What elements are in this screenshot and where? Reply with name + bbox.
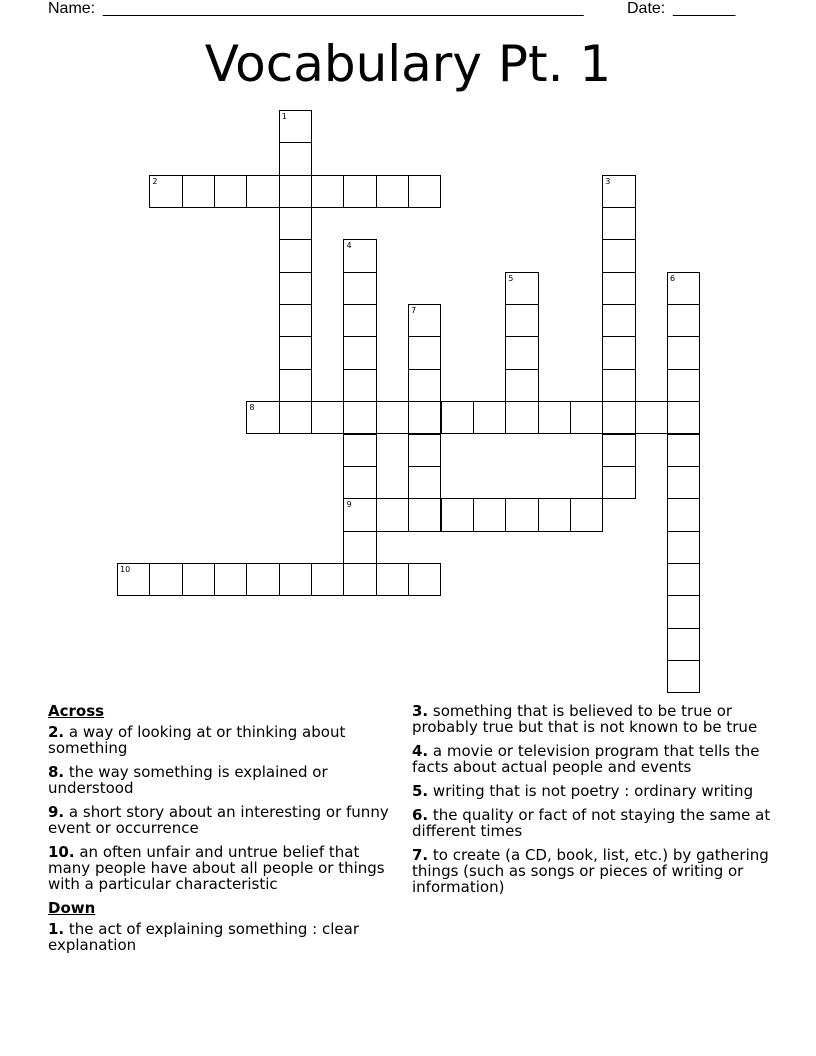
clue-number: 4. — [412, 742, 429, 760]
clue-number: 8. — [48, 763, 65, 781]
across-heading: Across — [48, 702, 105, 720]
grid-cell[interactable] — [246, 401, 279, 434]
name-label: Name: — [48, 0, 96, 17]
grid-cell[interactable] — [214, 563, 247, 596]
grid-cell[interactable] — [602, 434, 635, 467]
grid-cell[interactable] — [602, 272, 635, 305]
grid-cell[interactable] — [343, 336, 376, 369]
grid-cell[interactable] — [505, 401, 538, 434]
grid-cell[interactable] — [149, 563, 182, 596]
grid-cell[interactable] — [343, 498, 376, 531]
grid-cell[interactable] — [182, 175, 215, 208]
clue-text: a short story about an interesting or funny event or occurrence — [48, 803, 389, 837]
grid-cell[interactable] — [279, 142, 312, 175]
grid-cell[interactable] — [149, 175, 182, 208]
grid-cell[interactable] — [667, 304, 700, 337]
grid-cell[interactable] — [505, 498, 538, 531]
grid-cell[interactable] — [667, 272, 700, 305]
grid-cell[interactable] — [343, 272, 376, 305]
clue-number: 10. — [48, 843, 75, 861]
grid-cell[interactable] — [441, 401, 474, 434]
date-label: Date: — [627, 0, 666, 17]
clue-across-9 — [48, 804, 398, 836]
clue-text: a movie or television program that tells the facts about actual people and events — [412, 742, 760, 776]
grid-cell[interactable] — [667, 628, 700, 661]
grid-cell[interactable] — [408, 369, 441, 402]
grid-cell[interactable] — [343, 239, 376, 272]
clue-across-8 — [48, 764, 398, 796]
cell-number: 8 — [249, 403, 255, 413]
grid-cell[interactable] — [408, 304, 441, 337]
grid-cell[interactable] — [311, 401, 344, 434]
grid-cell[interactable] — [538, 401, 571, 434]
grid-cell[interactable] — [505, 272, 538, 305]
grid-cell[interactable] — [570, 401, 603, 434]
grid-cell[interactable] — [214, 175, 247, 208]
down-heading: Down — [48, 899, 96, 917]
grid-cell[interactable] — [473, 498, 506, 531]
grid-cell[interactable] — [279, 304, 312, 337]
grid-cell[interactable] — [408, 498, 441, 531]
grid-cell[interactable] — [505, 336, 538, 369]
grid-cell[interactable] — [408, 434, 441, 467]
grid-cell[interactable] — [311, 563, 344, 596]
grid-cell[interactable] — [441, 498, 474, 531]
grid-cell[interactable] — [376, 563, 409, 596]
grid-cell[interactable] — [279, 336, 312, 369]
grid-cell[interactable] — [602, 336, 635, 369]
grid-cell[interactable] — [408, 336, 441, 369]
cell-number: 2 — [152, 176, 158, 186]
grid-cell[interactable] — [376, 498, 409, 531]
clue-down-3 — [412, 703, 782, 735]
grid-cell[interactable] — [538, 498, 571, 531]
grid-cell[interactable] — [667, 401, 700, 434]
grid-cell[interactable] — [376, 175, 409, 208]
grid-cell[interactable] — [343, 531, 376, 564]
cell-number: 10 — [120, 564, 131, 574]
grid-cell[interactable] — [602, 239, 635, 272]
cell-number: 1 — [281, 112, 287, 121]
cell-number: 5 — [508, 273, 514, 283]
grid-cell[interactable] — [667, 660, 700, 693]
cell-number: 6 — [669, 273, 676, 283]
clue-text: writing that is not poetry : ordinary writing — [432, 782, 754, 800]
grid-cell[interactable] — [667, 336, 700, 369]
grid-cell[interactable] — [408, 401, 441, 434]
grid-cell[interactable] — [602, 175, 635, 208]
grid-cell[interactable] — [279, 239, 312, 272]
clue-across-2 — [48, 724, 398, 756]
grid-cell[interactable] — [343, 401, 376, 434]
clue-number: 3. — [412, 702, 429, 720]
clue-down-5 — [412, 783, 782, 799]
clue-number: 7. — [412, 846, 429, 864]
grid-cell[interactable] — [343, 466, 376, 499]
grid-cell[interactable] — [343, 304, 376, 337]
clue-text: to create (a CD, book, list, etc.) by gathering things (such as songs or pieces of writing or information) — [412, 846, 769, 896]
clues-left-column — [48, 703, 398, 961]
grid-cell[interactable] — [343, 175, 376, 208]
clues-right-column — [412, 703, 782, 903]
grid-cell[interactable] — [602, 401, 635, 434]
grid-cell[interactable] — [279, 207, 312, 240]
grid-cell[interactable] — [667, 466, 700, 499]
grid-cell[interactable] — [505, 369, 538, 402]
clue-number: 1. — [48, 920, 65, 938]
grid-cell[interactable] — [279, 401, 312, 434]
grid-cell[interactable] — [505, 304, 538, 337]
name-line[interactable]: ______________________________________________________ — [103, 0, 584, 17]
grid-cell[interactable] — [667, 498, 700, 531]
clue-text: the quality or fact of not staying the same at different times — [412, 806, 771, 840]
clue-text: something that is believed to be true or probably true but that is not known to be true — [412, 702, 758, 736]
grid-cell[interactable] — [667, 434, 700, 467]
clue-text: the act of explaining something : clear explanation — [48, 920, 359, 954]
grid-cell[interactable] — [408, 175, 441, 208]
grid-cell[interactable] — [311, 175, 344, 208]
grid-cell[interactable] — [117, 563, 150, 596]
grid-cell[interactable] — [635, 401, 668, 434]
cell-number: 9 — [346, 500, 352, 510]
grid-cell[interactable] — [602, 466, 635, 499]
clue-number: 6. — [412, 806, 429, 824]
clue-across-10 — [48, 844, 398, 892]
page-title: Vocabulary Pt. 1 — [204, 35, 612, 93]
clue-down-7 — [412, 847, 782, 895]
grid-cell[interactable] — [602, 207, 635, 240]
grid-cell[interactable] — [473, 401, 506, 434]
clue-down-1 — [48, 921, 398, 953]
grid-cell[interactable] — [376, 401, 409, 434]
grid-cell[interactable] — [602, 369, 635, 402]
grid-cell[interactable] — [667, 531, 700, 564]
clue-number: 9. — [48, 803, 65, 821]
grid-cell[interactable] — [343, 369, 376, 402]
grid-cell[interactable] — [246, 175, 279, 208]
date-line[interactable]: _______ — [673, 0, 736, 17]
grid-cell[interactable] — [408, 563, 441, 596]
grid-cell[interactable] — [667, 369, 700, 402]
grid-cell[interactable] — [279, 563, 312, 596]
grid-cell[interactable] — [602, 304, 635, 337]
grid-cell[interactable] — [408, 466, 441, 499]
grid-cell[interactable] — [343, 563, 376, 596]
clue-down-4 — [412, 743, 782, 775]
clue-text: a way of looking at or thinking about something — [48, 723, 346, 757]
grid-cell[interactable] — [667, 563, 700, 596]
clue-down-6 — [412, 807, 782, 839]
grid-cell[interactable] — [279, 369, 312, 402]
grid-cell[interactable] — [570, 498, 603, 531]
grid-cell[interactable] — [279, 110, 312, 143]
grid-cell[interactable] — [279, 175, 312, 208]
clue-number: 5. — [412, 782, 429, 800]
grid-cell[interactable] — [343, 434, 376, 467]
clue-text: the way something is explained or understood — [48, 763, 328, 797]
clue-text: an often unfair and untrue belief that many people have about all people or things with a particular characteristic — [48, 843, 385, 893]
grid-cell[interactable] — [279, 272, 312, 305]
cell-number: 3 — [605, 176, 611, 186]
cell-number: 4 — [346, 241, 352, 251]
cell-number: 7 — [411, 306, 417, 316]
grid-cell[interactable] — [246, 563, 279, 596]
grid-cell[interactable] — [182, 563, 215, 596]
clue-number: 2. — [48, 723, 65, 741]
grid-cell[interactable] — [667, 595, 700, 628]
